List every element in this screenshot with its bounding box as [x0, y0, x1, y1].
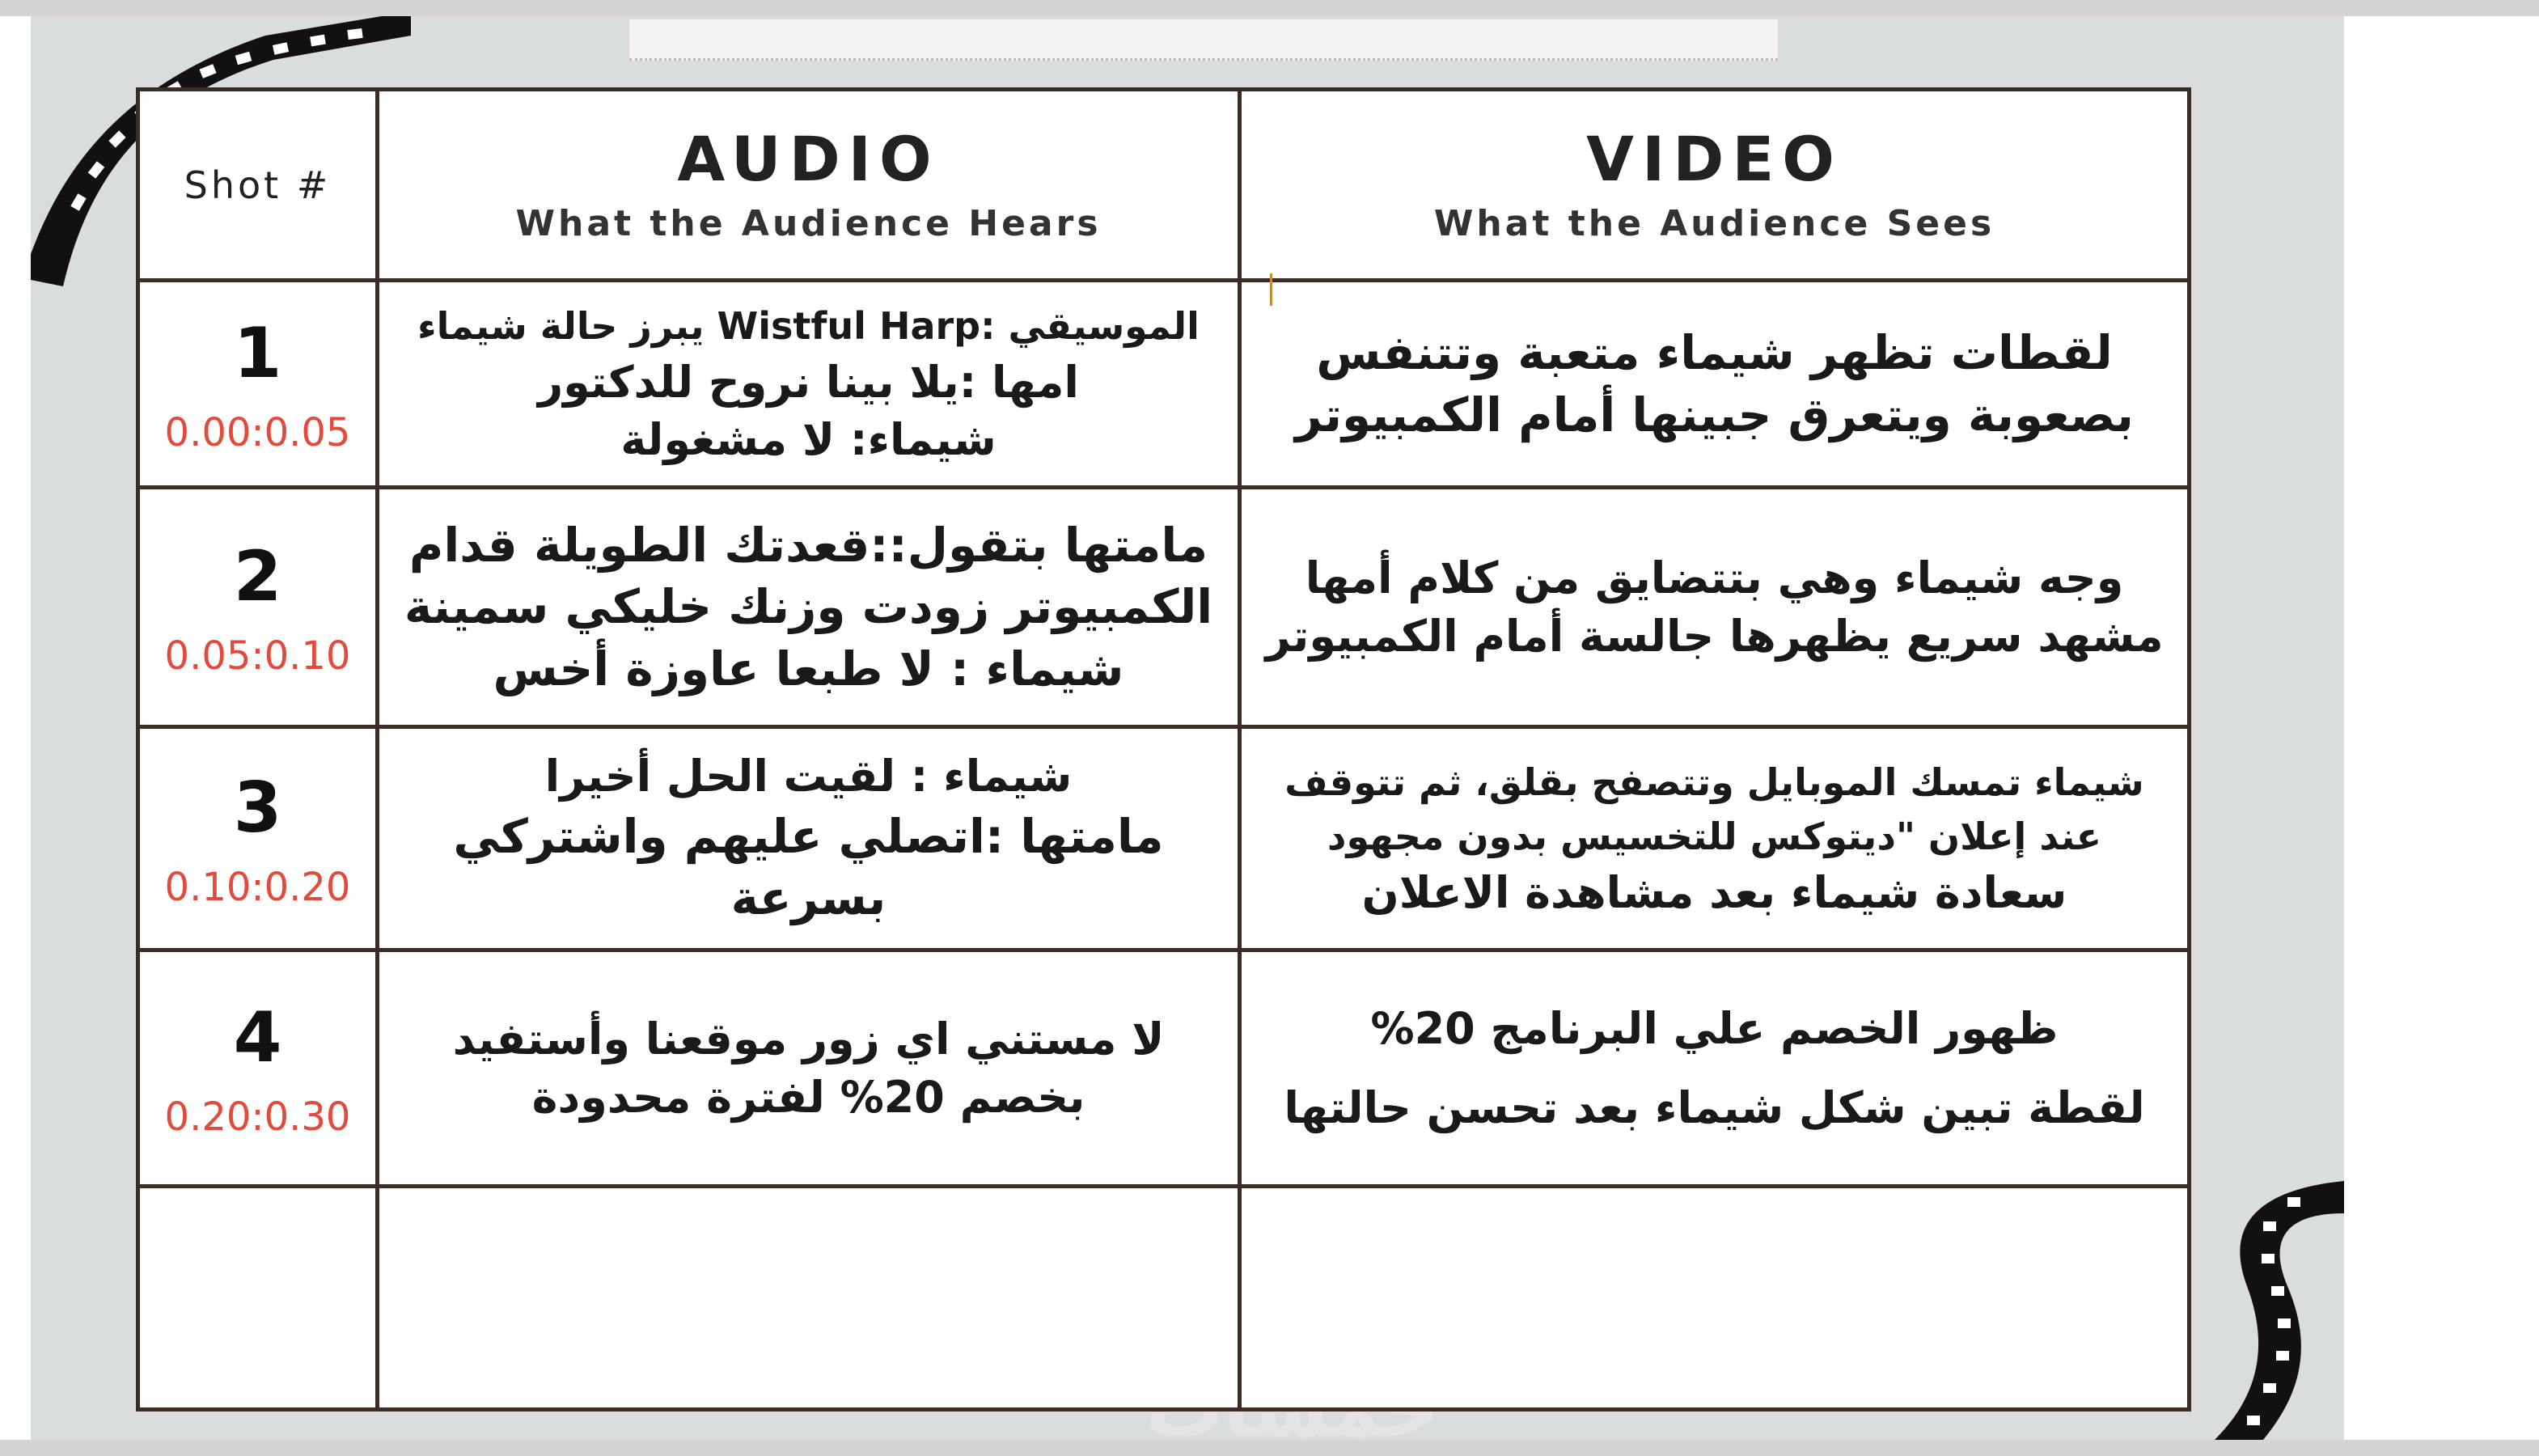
audio-header: [378, 90, 1240, 281]
audio-header-title: AUDIO: [677, 123, 940, 196]
audio-line: بخصم 20% لفترة محدودة: [531, 1071, 1085, 1123]
audio-header-subtitle: What the Audience Hears: [515, 202, 1102, 244]
audio-cell: [378, 727, 1240, 950]
video-header-subtitle: What the Audience Sees: [1433, 202, 1995, 244]
shot-number: 2: [233, 535, 282, 617]
audio-line: مامتها :اتصلي عليهم واشتركي: [453, 808, 1164, 864]
video-line: سعادة شيماء بعد مشاهدة الاعلان: [1361, 866, 2067, 918]
table-row: [138, 950, 2190, 1187]
audio-cell: [378, 950, 1240, 1187]
audio-line: شيماء: لا مشغولة: [620, 413, 997, 465]
text-cursor: [1270, 273, 1272, 306]
audio-cell: [378, 488, 1240, 727]
table-row: [138, 281, 2190, 488]
video-cell: [1240, 727, 2190, 950]
shot-cell-empty: [138, 1187, 378, 1410]
shot-number: 4: [233, 997, 282, 1078]
page-header-strip: [629, 19, 1778, 61]
shot-cell: [138, 727, 378, 950]
video-line: عند إعلان "ديتوكس للتخسيس بدون مجهود: [1327, 814, 2102, 858]
audio-line: شيماء : لا طبعا عاوزة أخس: [493, 641, 1124, 696]
audio-line: بسرعة: [730, 870, 887, 926]
bottom-strip: [0, 1440, 2539, 1456]
audio-cell-empty: [378, 1187, 1240, 1410]
video-cell-empty: [1240, 1187, 2190, 1410]
video-header-title: VIDEO: [1586, 123, 1843, 196]
video-line: وجه شيماء وهي بتتضايق من كلام أمها: [1305, 552, 2124, 604]
audio-line: لا مستني اي زور موقعنا وأستفيد: [452, 1014, 1165, 1065]
audio-line: شيماء : لقيت الحل أخيرا: [544, 751, 1073, 802]
shot-timecode: 0.10:0.20: [164, 865, 351, 911]
video-cell: [1240, 950, 2190, 1187]
video-header: [1240, 90, 2190, 281]
video-line: ظهور الخصم علي البرنامج 20%: [1370, 1003, 2059, 1055]
video-line: بصعوبة ويتعرق جبينها أمام الكمبيوتر: [1295, 387, 2134, 442]
shot-timecode: 0.00:0.05: [164, 410, 351, 456]
table-row: [138, 488, 2190, 727]
shot-number-header: Shot #: [138, 90, 378, 281]
shot-timecode: 0.20:0.30: [164, 1094, 351, 1141]
shot-cell: [138, 488, 378, 727]
shot-cell: [138, 281, 378, 488]
top-toolbar-strip: [0, 0, 2539, 16]
video-line: لقطة تبين شكل شيماء بعد تحسن حالتها: [1284, 1081, 2145, 1133]
video-line: شيماء تمسك الموبايل وتتصفح بقلق، ثم تتوقف: [1284, 760, 2144, 805]
audio-cell: [378, 281, 1240, 488]
storyboard-table: [136, 87, 2191, 1412]
video-line: مشهد سريع يظهرها جالسة أمام الكمبيوتر: [1265, 610, 2164, 662]
shot-number: 1: [233, 312, 282, 394]
video-cell: [1240, 281, 2190, 488]
table-row-empty: [138, 1187, 2190, 1410]
shot-number: 3: [233, 767, 282, 849]
audio-line: الموسيقي :Wistful Harp يبرز حالة شيماء: [417, 303, 1200, 348]
table-header-row: [138, 90, 2190, 281]
table-row: [138, 727, 2190, 950]
shot-cell: [138, 950, 378, 1187]
audio-line: امها :يلا بينا نروح للدكتور: [538, 356, 1079, 408]
audio-line: الكمبيوتر زودت وزنك خليكي سمينة: [404, 579, 1213, 635]
video-line: لقطات تظهر شيماء متعبة وتتنفس: [1316, 324, 2113, 380]
video-cell: [1240, 488, 2190, 727]
shot-timecode: 0.05:0.10: [164, 633, 351, 679]
audio-line: مامتها بتقول::قعدتك الطويلة قدام: [408, 517, 1208, 573]
